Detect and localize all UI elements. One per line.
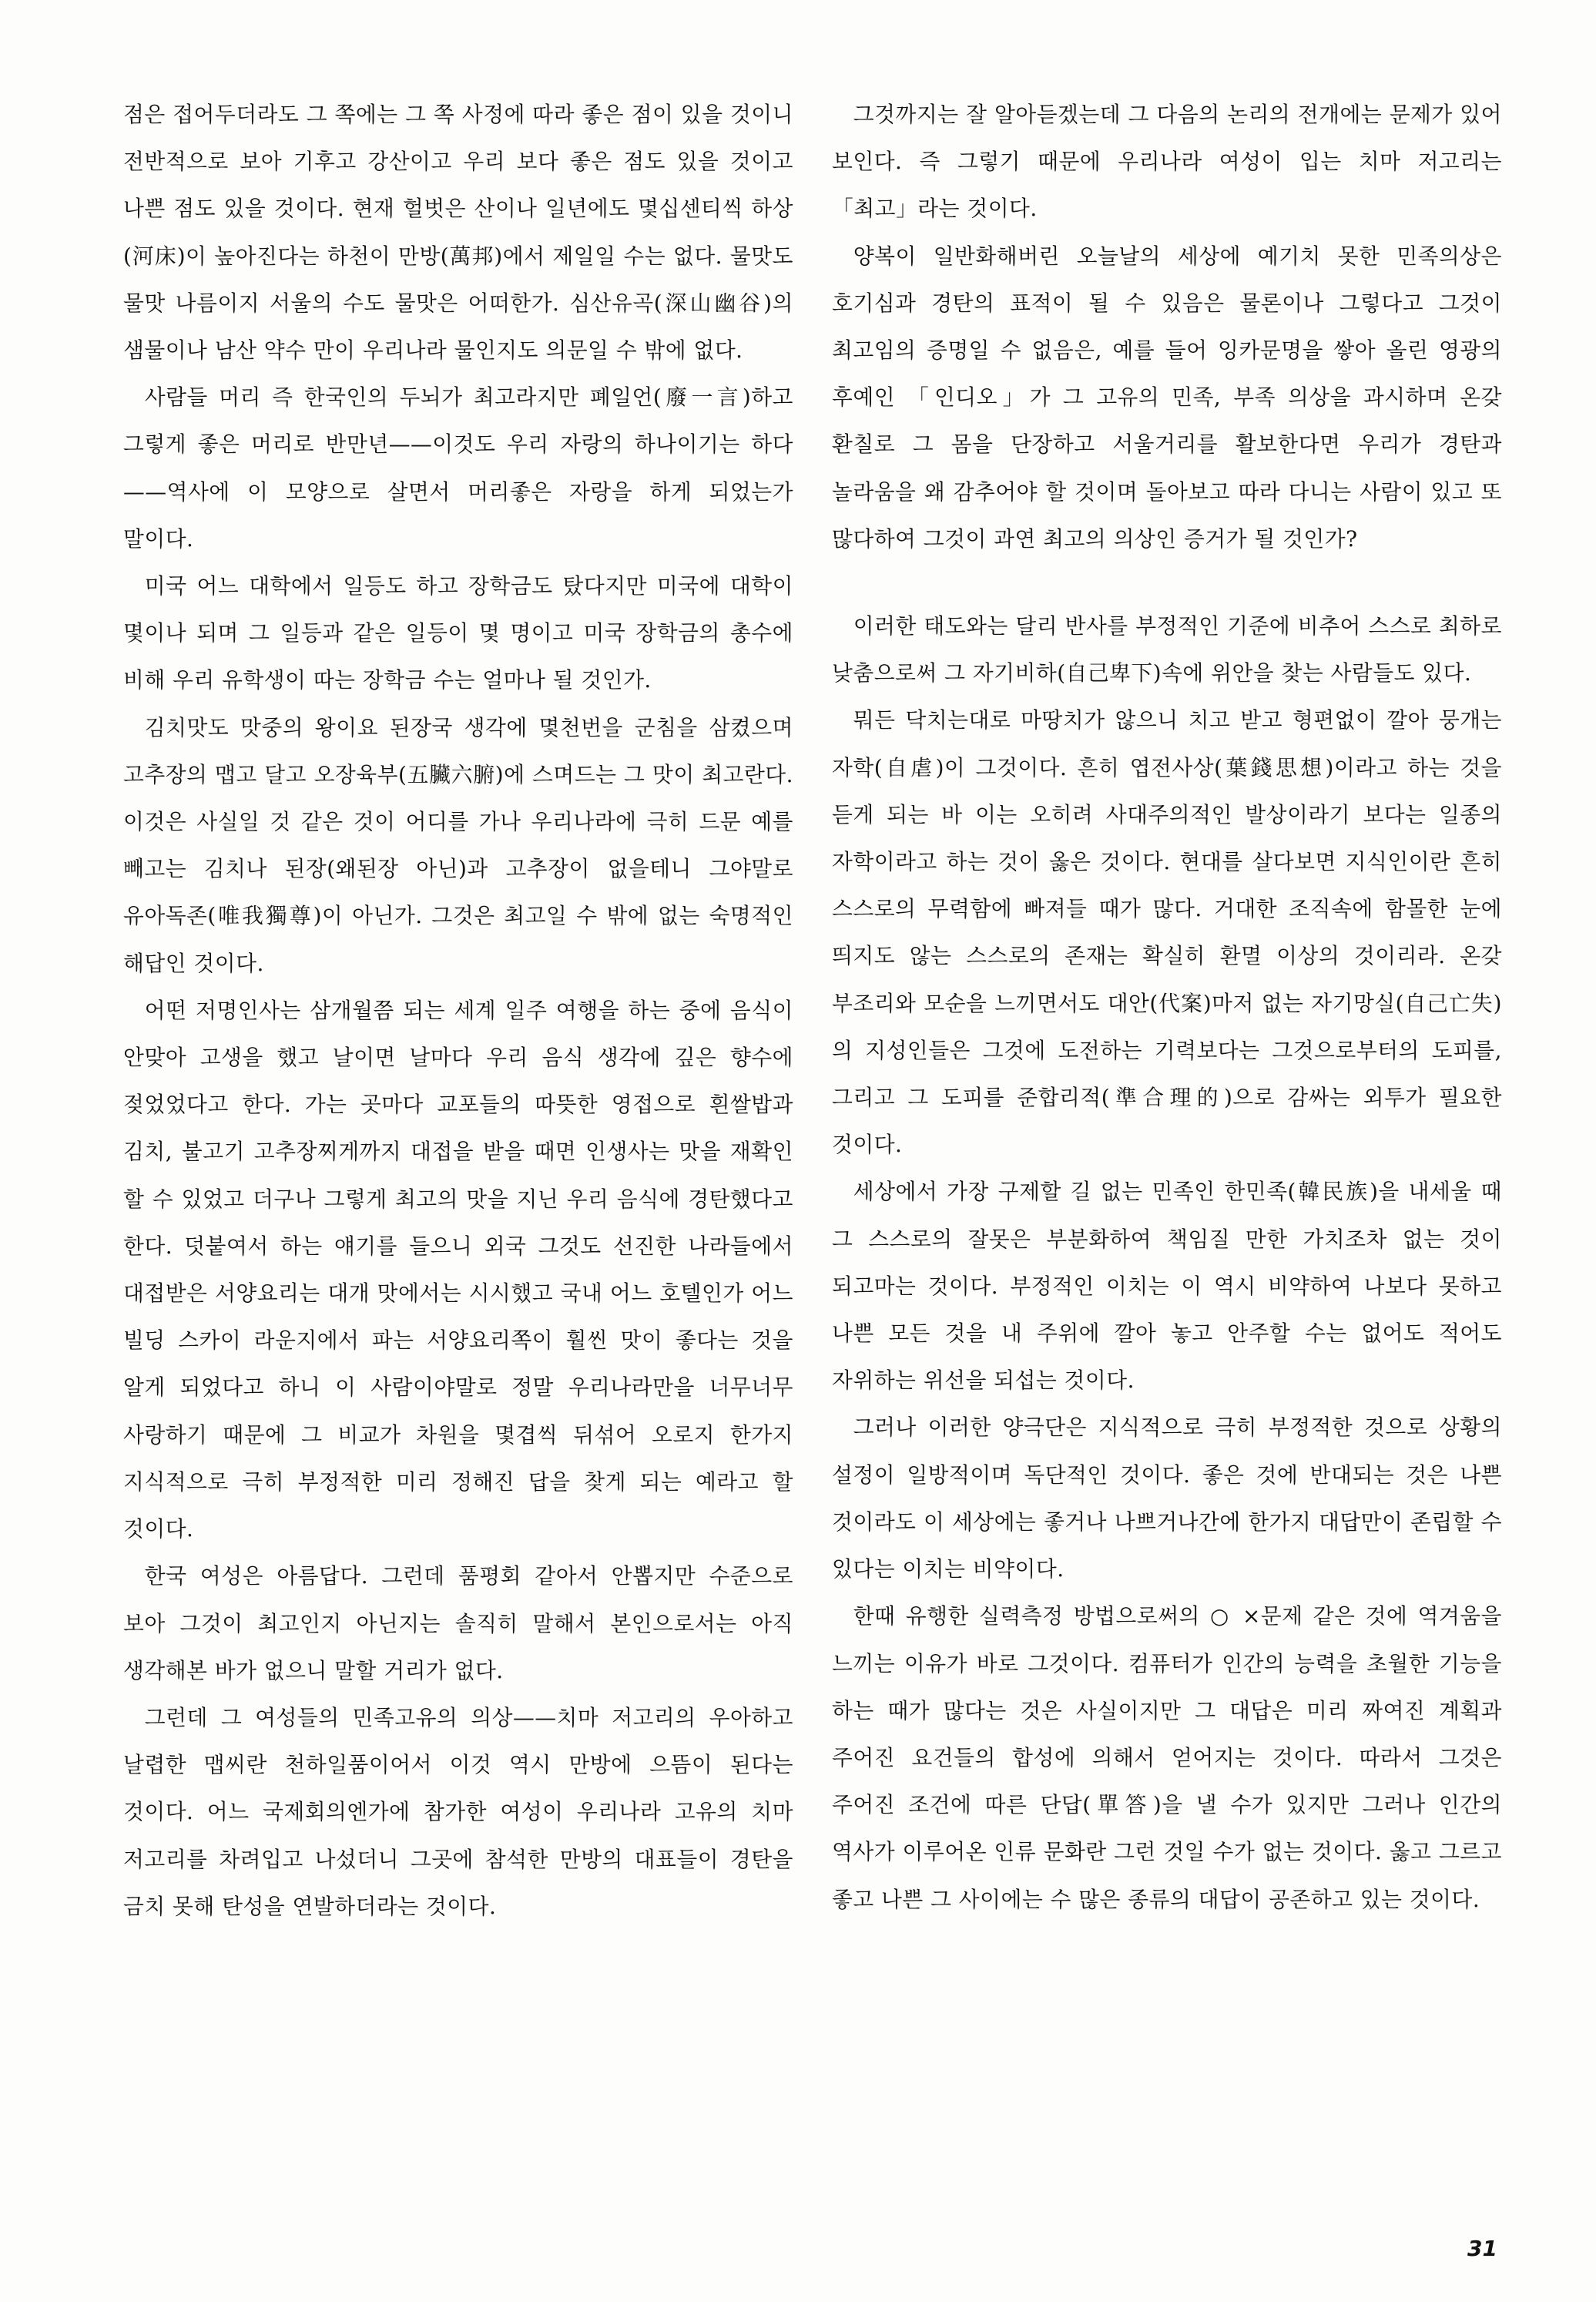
page-number: 31 <box>1467 2236 1497 2261</box>
paragraph: 그러나 이러한 양극단은 지식적으로 극히 부정적한 것으로 상황의 설정이 일방적이며 독단적인 것이다. 좋은 것에 반대되는 것은 나쁜 것이라도 이 세상에는 좋거나 나쁘거나간에 한가지 대답만이 존립할 수 있다는 이치는 비약이다. <box>832 1414 1502 1582</box>
paragraph: 양복이 일반화해버린 오늘날의 세상에 예기치 못한 민족의상은 호기심과 경탄의 표적이 될 수 있음은 물론이나 그렇다고 그것이 최고임의 증명일 수 없음은, 예를 들어 잉카문명을 쌓아 올린 영광의 후예인 「인디오」가 그 고유의 민족, 부족 의상을 과시하며 온갖 환칠로 그 몸을 단장하고 서울거리를 활보한다면 우리가 경탄과 놀라움을 왜 감추어야 할 것이며 돌아보고 따라 다니는 사람이 있고 또 많다하여 그것이 과연 최고의 의상인 증거가 될 것인가? <box>832 243 1502 552</box>
paragraph: 김치맛도 맛중의 왕이요 된장국 생각에 몇천번을 군침을 삼켰으며 고추장의 맵고 달고 오장육부(五臟六腑)에 스며드는 그 맛이 최고란다. 이것은 사실일 것 같은 것이 어디를 가나 우리나라에 극히 드문 예를 빼고는 김치나 된장(왜된장 아닌)과 고추장이 없을테니 그야말로 유아독존(唯我獨尊)이 아닌가. 그것은 최고일 수 밖에 없는 숙명적인 해답인 것이다. <box>123 714 793 976</box>
paragraph: 그런데 그 여성들의 민족고유의 의상——치마 저고리의 우아하고 날렵한 맵씨란 천하일품이어서 이것 역시 만방에 으뜸이 된다는 것이다. 어느 국제회의엔가에 참가한 여성이 우리나라 고유의 치마 저고리를 차려입고 나섰더니 그곳에 참석한 만방의 대표들이 경탄을 금치 못해 탄성을 연발하더라는 것이다. <box>123 1704 794 1919</box>
paragraph: 어떤 저명인사는 삼개월쯤 되는 세계 일주 여행을 하는 중에 음식이 안맞아 고생을 했고 날이면 날마다 우리 음식 생각에 깊은 향수에 젖었었다고 한다. 가는 곳마다 교포들의 따뜻한 영접으로 흰쌀밥과 김치, 불고기 고추장찌게까지 대접을 받을 때면 인생사는 맛을 재확인 할 수 있었고 더구나 그렇게 최고의 맛을 지닌 우리 음식에 경탄했다고 한다. 덧붙여서 하는 얘기를 들으니 외국 그것도 선진한 나라들에서 대접받은 서양요리는 대개 맛에서는 시시했고 국내 어느 호텔인가 어느 빌딩 스카이 라운지에서 파는 서양요리쪽이 훨씬 맛이 좋다는 것을 알게 되었다고 하니 이 사람이야말로 정말 우리나라만을 너무너무 사랑하기 때문에 그 비교가 차원을 몇겹씩 뒤섞어 오로지 한가지 지식적으로 극히 부정적한 미리 정해진 답을 찾게 되는 예라고 할 것이다. <box>123 997 794 1542</box>
paragraph: 이러한 태도와는 달리 반사를 부정적인 기준에 비추어 스스로 최하로 낮춤으로써 그 자기비하(自己卑下)속에 위안을 찾는 사람들도 있다. <box>832 613 1502 686</box>
paragraph: 세상에서 가장 구제할 길 없는 민족인 한민족(韓民族)을 내세울 때 그 스스로의 잘못은 부분화하여 책임질 만한 가치조차 없는 것이 되고마는 것이다. 부정적인 이치는 이 역시 비약하여 나보다 못하고 나쁜 모든 것을 내 주위에 깔아 놓고 안주할 수는 없어도 적어도 자위하는 위선을 되섭는 것이다. <box>832 1179 1502 1394</box>
left-text-column <box>123 91 793 1930</box>
paragraph: 한국 여성은 아름답다. 그런데 품평회 같아서 안뽑지만 수준으로 보아 그것이 최고인지 아닌지는 솔직히 말해서 본인으로서는 아직 생각해본 바가 없으니 말할 거리가 없다. <box>123 1563 793 1683</box>
paragraph: 점은 접어두더라도 그 쪽에는 그 쪽 사정에 따라 좋은 점이 있을 것이니 전반적으로 보아 기후고 강산이고 우리 보다 좋은 점도 있을 것이고 나쁜 점도 있을 것이다. 현재 헐벗은 산이나 일년에도 몇십센티씩 하상(河床)이 높아진다는 하천이 만방(萬邦)에서 제일일 수는 없다. 물맛도 물맛 나름이지 서울의 수도 물맛은 어떠한가. 심산유곡(深山幽谷)의 샘물이나 남산 약수 만이 우리나라 물인지도 의문일 수 밖에 없다. <box>123 102 793 364</box>
paragraph: 뭐든 닥치는대로 마땅치가 않으니 치고 받고 형편없이 깔아 뭉개는 자학(自虐)이 그것이다. 흔히 엽전사상(葉錢思想)이라고 하는 것을 듣게 되는 바 이는 오히려 사대주의적인 발상이라기 보다는 일종의 자학이라고 하는 것이 옳은 것이다. 현대를 살다보면 지식인이란 흔히 스스로의 무력함에 빠져들 때가 많다. 거대한 조직속에 함몰한 눈에 띄지도 않는 스스로의 존재는 확실히 환멸 이상의 것이리라. 온갖 부조리와 모순을 느끼면서도 대안(代案)마저 없는 자기망실(自己亡失)의 지성인들은 그것에 도전하는 기력보다는 그것으로부터의 도피를, 그리고 그 도피를 준합리적(準合理的)으로 감싸는 외투가 필요한 것이다. <box>832 707 1502 1158</box>
paragraph: 그것까지는 잘 알아듣겠는데 그 다음의 논리의 전개에는 문제가 있어 보인다. 즉 그렇기 때문에 우리나라 여성이 입는 치마 저고리는 「최고」라는 것이다. <box>832 102 1502 222</box>
section-break <box>832 562 1502 602</box>
paragraph: 사람들 머리 즉 한국인의 두뇌가 최고라지만 폐일언(廢一言)하고 그렇게 좋은 머리로 반만년——이것도 우리 자랑의 하나이기는 하다——역사에 이 모양으로 살면서 머리좋은 자랑을 하게 되었는가 말이다. <box>123 384 793 552</box>
paragraph: 한때 유행한 실력측정 방법으로써의 ○ ×문제 같은 것에 역겨움을 느끼는 이유가 바로 그것이다. 컴퓨터가 인간의 능력을 초월한 기능을 하는 때가 많다는 것은 사실이지만 그 대답은 미리 짜여진 계획과 주어진 요건들의 합성에 의해서 얻어지는 것이다. 따라서 그것은 주어진 조건에 따른 단답(單答)을 낼 수가 있지만 그러나 인간의 역사가 이루어온 인류 문화란 그런 것일 수가 없는 것이다. 옳고 그르고 좋고 나쁜 그 사이에는 수 많은 종류의 대답이 공존하고 있는 것이다. <box>832 1603 1502 1912</box>
right-text-column <box>832 91 1502 1923</box>
paragraph: 미국 어느 대학에서 일등도 하고 장학금도 탔다지만 미국에 대학이 몇이나 되며 그 일등과 같은 일등이 몇 명이고 미국 장학금의 총수에 비해 우리 유학생이 따는 장학금 수는 얼마나 될 것인가. <box>123 573 793 693</box>
